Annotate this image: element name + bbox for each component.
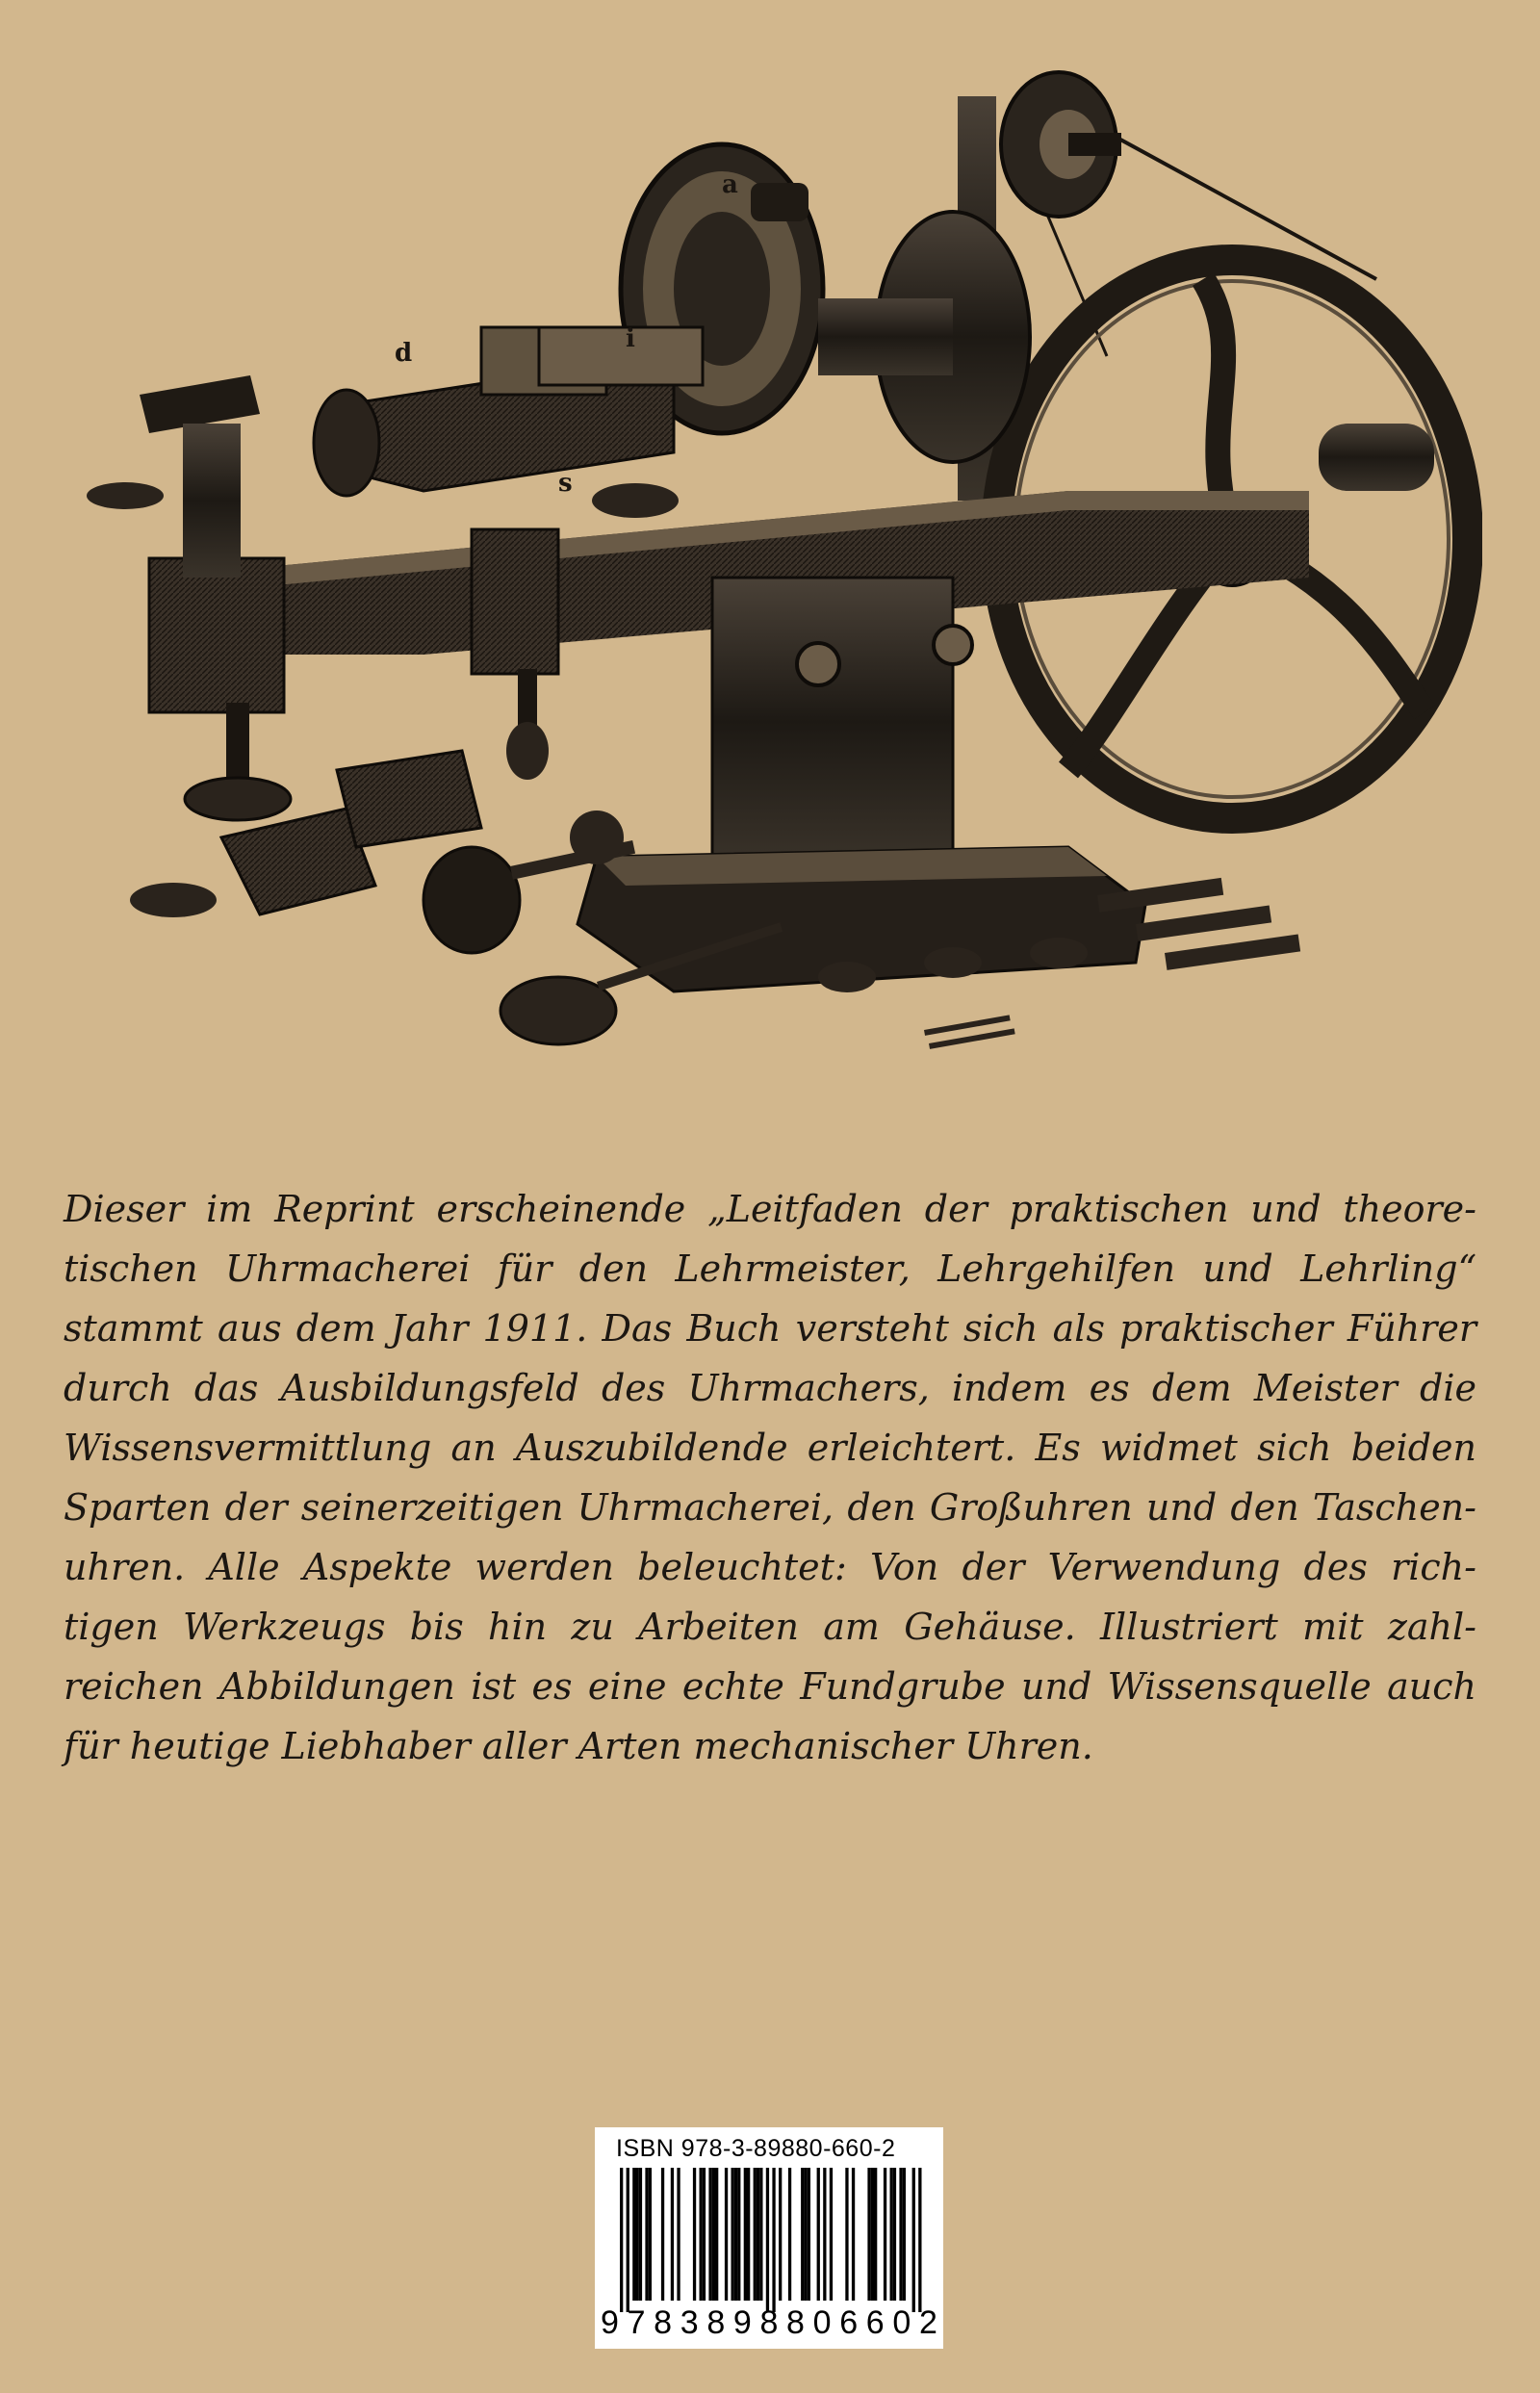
barcode-bar: [912, 2168, 915, 2312]
barcode-bar: [801, 2168, 804, 2301]
barcode-bar: [732, 2168, 734, 2301]
cross-slide: [314, 327, 703, 518]
barcode-bar: [884, 2168, 886, 2301]
barcode-bar: [744, 2168, 747, 2301]
description-line: reichen Abbildungen ist es eine echte Fundgrube und Wissensquelle auch: [64, 1665, 1476, 1708]
barcode-bar: [788, 2168, 791, 2301]
barcode-bar: [890, 2168, 893, 2301]
label-i: i: [626, 324, 635, 353]
barcode-bar: [899, 2168, 902, 2301]
ean-digit: 0: [812, 2304, 832, 2341]
barcode-bar: [737, 2168, 740, 2301]
tool-rest: [87, 375, 260, 578]
barcode-bar: [700, 2168, 703, 2301]
barcode-bar: [677, 2168, 680, 2301]
barcode-bar: [867, 2168, 870, 2301]
description-line: für heutige Liebhaber aller Arten mechanischer Uhren.: [64, 1725, 1093, 1767]
barcode-bar: [817, 2168, 820, 2301]
ean-digit: 8: [706, 2304, 726, 2341]
lathe-pedestal: [578, 578, 1145, 991]
barcode-bar: [754, 2168, 757, 2301]
barcode-bar: [649, 2168, 652, 2301]
barcode-bar: [830, 2168, 833, 2301]
barcode-bar: [874, 2168, 877, 2301]
barcode-bar: [804, 2168, 807, 2301]
label-d: d: [395, 339, 413, 368]
ean-digit: 9: [601, 2304, 619, 2341]
ean-digit: 3: [680, 2304, 699, 2341]
ean-digit: 2: [918, 2304, 937, 2341]
barcode-bar: [636, 2168, 639, 2301]
ean-digit: 6: [839, 2304, 859, 2341]
description-line: uhren. Alle Aspekte werden beleuchtet: Von der Verwendung des rich-: [64, 1546, 1476, 1588]
barcode-bar: [671, 2168, 674, 2301]
barcode-bar: [725, 2168, 728, 2301]
barcode-bar: [871, 2168, 874, 2301]
barcode-bar: [779, 2168, 782, 2301]
barcode-bar: [645, 2168, 648, 2301]
barcode-bar: [747, 2168, 750, 2301]
label-s: s: [558, 469, 573, 498]
barcode-bar: [766, 2168, 769, 2312]
ean-digit: 7: [627, 2304, 646, 2341]
barcode-bar: [715, 2168, 718, 2301]
barcode-bar: [845, 2168, 848, 2301]
barcode-bar: [772, 2168, 775, 2312]
description-line: stammt aus dem Jahr 1911. Das Buch versteht sich als praktischer Führer: [64, 1307, 1476, 1350]
book-description: [64, 1179, 1476, 1776]
barcode-bar: [693, 2168, 696, 2301]
label-a: a: [722, 170, 738, 199]
barcode-bar: [734, 2168, 737, 2301]
barcode-bar: [893, 2168, 896, 2301]
barcode-bar: [918, 2168, 921, 2312]
barcode-bar: [759, 2168, 762, 2301]
ean-digit: 9: [732, 2304, 752, 2341]
barcode-bar: [620, 2168, 623, 2312]
ean-digit: 0: [892, 2304, 911, 2341]
description-line: durch das Ausbildungsfeld des Uhrmachers, indem es dem Meister die: [64, 1367, 1476, 1409]
barcode-bar: [852, 2168, 855, 2301]
isbn-label: ISBN 978-3-89880-660-2: [616, 2135, 896, 2162]
barcode-bar: [757, 2168, 759, 2301]
isbn-barcode: [595, 2127, 943, 2349]
description-line: tischen Uhrmacherei für den Lehrmeister, Lehrgehilfen und Lehrling“: [64, 1248, 1476, 1290]
barcode-bar: [712, 2168, 715, 2301]
barcode-bar: [627, 2168, 629, 2312]
barcode-bar: [708, 2168, 711, 2301]
description-line: Wissensvermittlung an Auszubildende erleichtert. Es widmet sich beiden: [64, 1427, 1476, 1469]
barcode-bar: [639, 2168, 642, 2301]
description-line: Sparten der seinerzeitigen Uhrmacherei, den Großuhren und den Taschen-: [64, 1486, 1476, 1529]
barcode-bar: [661, 2168, 664, 2301]
ean-digit: 8: [759, 2304, 779, 2341]
ean-digit: 6: [865, 2304, 885, 2341]
ean-digit: 8: [786, 2304, 805, 2341]
description-line: tigen Werkzeugs bis hin zu Arbeiten am Gehäuse. Illustriert mit zahl-: [64, 1606, 1476, 1648]
barcode-bar: [632, 2168, 635, 2301]
lathe-illustration: [58, 39, 1482, 1107]
ean-digit: 8: [654, 2304, 673, 2341]
description-line: Dieser im Reprint erscheinende „Leitfaden der praktischen und theore-: [64, 1188, 1476, 1230]
barcode-bar: [808, 2168, 810, 2301]
barcode-bar: [703, 2168, 706, 2301]
barcode-bar: [903, 2168, 906, 2301]
barcode-bar: [823, 2168, 826, 2301]
ean-digits: [601, 2304, 937, 2342]
